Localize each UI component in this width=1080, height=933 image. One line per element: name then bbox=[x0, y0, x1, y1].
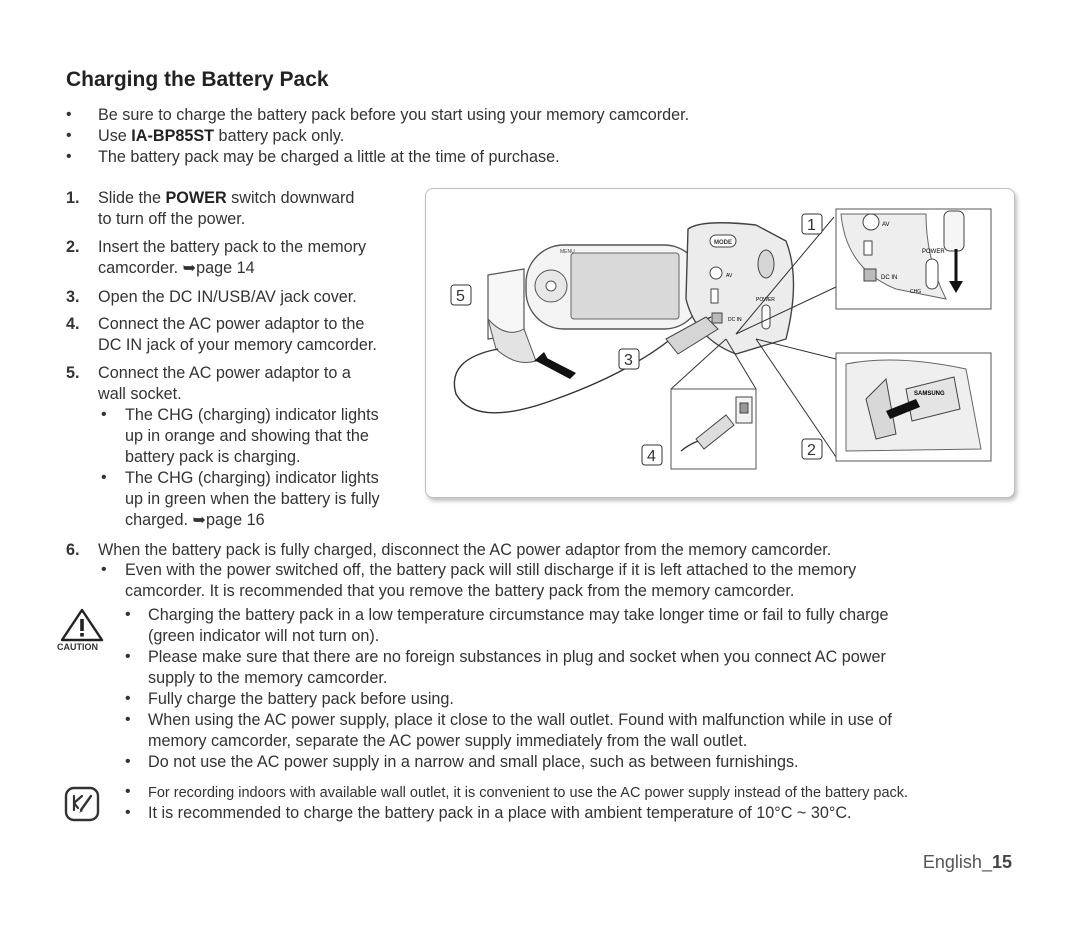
camcorder-lcd bbox=[526, 245, 702, 329]
svg-text:AV: AV bbox=[882, 222, 890, 228]
page-title: Charging the Battery Pack bbox=[66, 68, 329, 91]
caution-item: Do not use the AC power supply in a narrow and small place, such as between furnishings. bbox=[148, 753, 799, 771]
step-number: 3. bbox=[66, 288, 80, 306]
svg-text:POWER: POWER bbox=[756, 297, 775, 303]
bullet-dot: • bbox=[125, 690, 131, 707]
intro-item: Use IA-BP85ST battery pack only. bbox=[98, 127, 345, 145]
step-5-bullet: The CHG (charging) indicator lights up in green when the battery is fully charged. ➥page 16 bbox=[125, 469, 380, 529]
note-item: For recording indoors with available wall outlet, it is convenient to use the AC power supply instead of the battery pack. bbox=[148, 785, 909, 801]
step-number: 5. bbox=[66, 364, 80, 382]
svg-text:DC IN: DC IN bbox=[881, 275, 898, 281]
callout-line bbox=[756, 339, 836, 457]
callout-2: 2 bbox=[807, 442, 816, 459]
svg-text:AV: AV bbox=[726, 273, 733, 279]
step-4: Connect the AC power adaptor to the DC IN jack of your memory camcorder. bbox=[98, 315, 377, 354]
intro-item: The battery pack may be charged a little at the time of purchase. bbox=[98, 148, 560, 166]
bullet-dot: • bbox=[125, 753, 131, 770]
bullet-dot: • bbox=[66, 148, 72, 165]
step-number: 6. bbox=[66, 541, 80, 559]
bullet-dot: • bbox=[125, 711, 131, 728]
caution-triangle-icon bbox=[58, 608, 108, 644]
step-6: When the battery pack is fully charged, disconnect the AC power adaptor from the memory camcorder. bbox=[98, 541, 832, 559]
step-number: 2. bbox=[66, 238, 80, 256]
step-number: 1. bbox=[66, 189, 80, 207]
bullet-dot: • bbox=[125, 606, 131, 623]
step-3: Open the DC IN/USB/AV jack cover. bbox=[98, 288, 357, 306]
step-2: Insert the battery pack to the memory camcorder. ➥page 14 bbox=[98, 238, 367, 277]
detail-power-switch bbox=[836, 209, 991, 309]
step-6-bullet: Even with the power switched off, the battery pack will still discharge if it is left attached to the memory camcorder. It is recommended that you remove the battery pack from the memory camcorder. bbox=[125, 561, 857, 600]
note-pencil-icon bbox=[64, 786, 100, 822]
callout-4: 4 bbox=[647, 448, 656, 465]
bullet-dot: • bbox=[125, 648, 131, 665]
page-footer: English_15 bbox=[922, 852, 1012, 872]
bullet-dot: • bbox=[66, 127, 72, 144]
detail-battery bbox=[836, 353, 991, 461]
callout-5: 5 bbox=[456, 288, 465, 305]
caution-item: When using the AC power supply, place it close to the wall outlet. Found with malfunction while in use of memory camcorder, separate the AC power supply immediately from the wall outlet. bbox=[148, 711, 892, 750]
note-item: It is recommended to charge the battery pack in a place with ambient temperature of 10°C ~ 30°C. bbox=[148, 804, 852, 822]
page-arrow-icon: ➥ bbox=[182, 259, 197, 277]
bullet-dot: • bbox=[101, 406, 107, 423]
caution-item: Please make sure that there are no foreign substances in plug and socket when you connect AC power supply to the memory camcorder. bbox=[148, 648, 886, 687]
svg-text:POWER: POWER bbox=[922, 249, 945, 255]
callout-1: 1 bbox=[807, 217, 816, 234]
page-number: 15 bbox=[991, 852, 1012, 872]
intro-item: Be sure to charge the battery pack before you start using your memory camcorder. bbox=[98, 106, 690, 124]
svg-text:CHG: CHG bbox=[910, 289, 922, 295]
svg-text:MODE: MODE bbox=[714, 240, 732, 246]
bullet-dot: • bbox=[101, 561, 107, 578]
svg-text:SAMSUNG: SAMSUNG bbox=[914, 391, 945, 397]
step-number: 4. bbox=[66, 315, 80, 333]
caution-item: Fully charge the battery pack before using. bbox=[148, 690, 454, 708]
bullet-dot: • bbox=[125, 783, 131, 800]
callout-3: 3 bbox=[624, 352, 633, 369]
step-1: Slide the POWER switch downward to turn off the power. bbox=[98, 189, 355, 228]
charging-illustration bbox=[425, 188, 1015, 498]
svg-text:MENU: MENU bbox=[560, 249, 575, 255]
bullet-dot: • bbox=[125, 804, 131, 821]
detail-dc-plug bbox=[671, 389, 756, 469]
caution-item: Charging the battery pack in a low temperature circumstance may take longer time or fail to fully charge (green indicator will not turn on). bbox=[148, 606, 889, 645]
caution-label: CAUTION bbox=[57, 642, 98, 652]
bullet-dot: • bbox=[66, 106, 72, 123]
step-5: Connect the AC power adaptor to a wall socket. bbox=[98, 364, 351, 403]
svg-text:DC IN: DC IN bbox=[728, 317, 742, 323]
camcorder-diagram bbox=[426, 189, 1014, 497]
step-5-bullet: The CHG (charging) indicator lights up in orange and showing that the battery pack is charging. bbox=[125, 406, 379, 466]
bullet-dot: • bbox=[101, 469, 107, 486]
